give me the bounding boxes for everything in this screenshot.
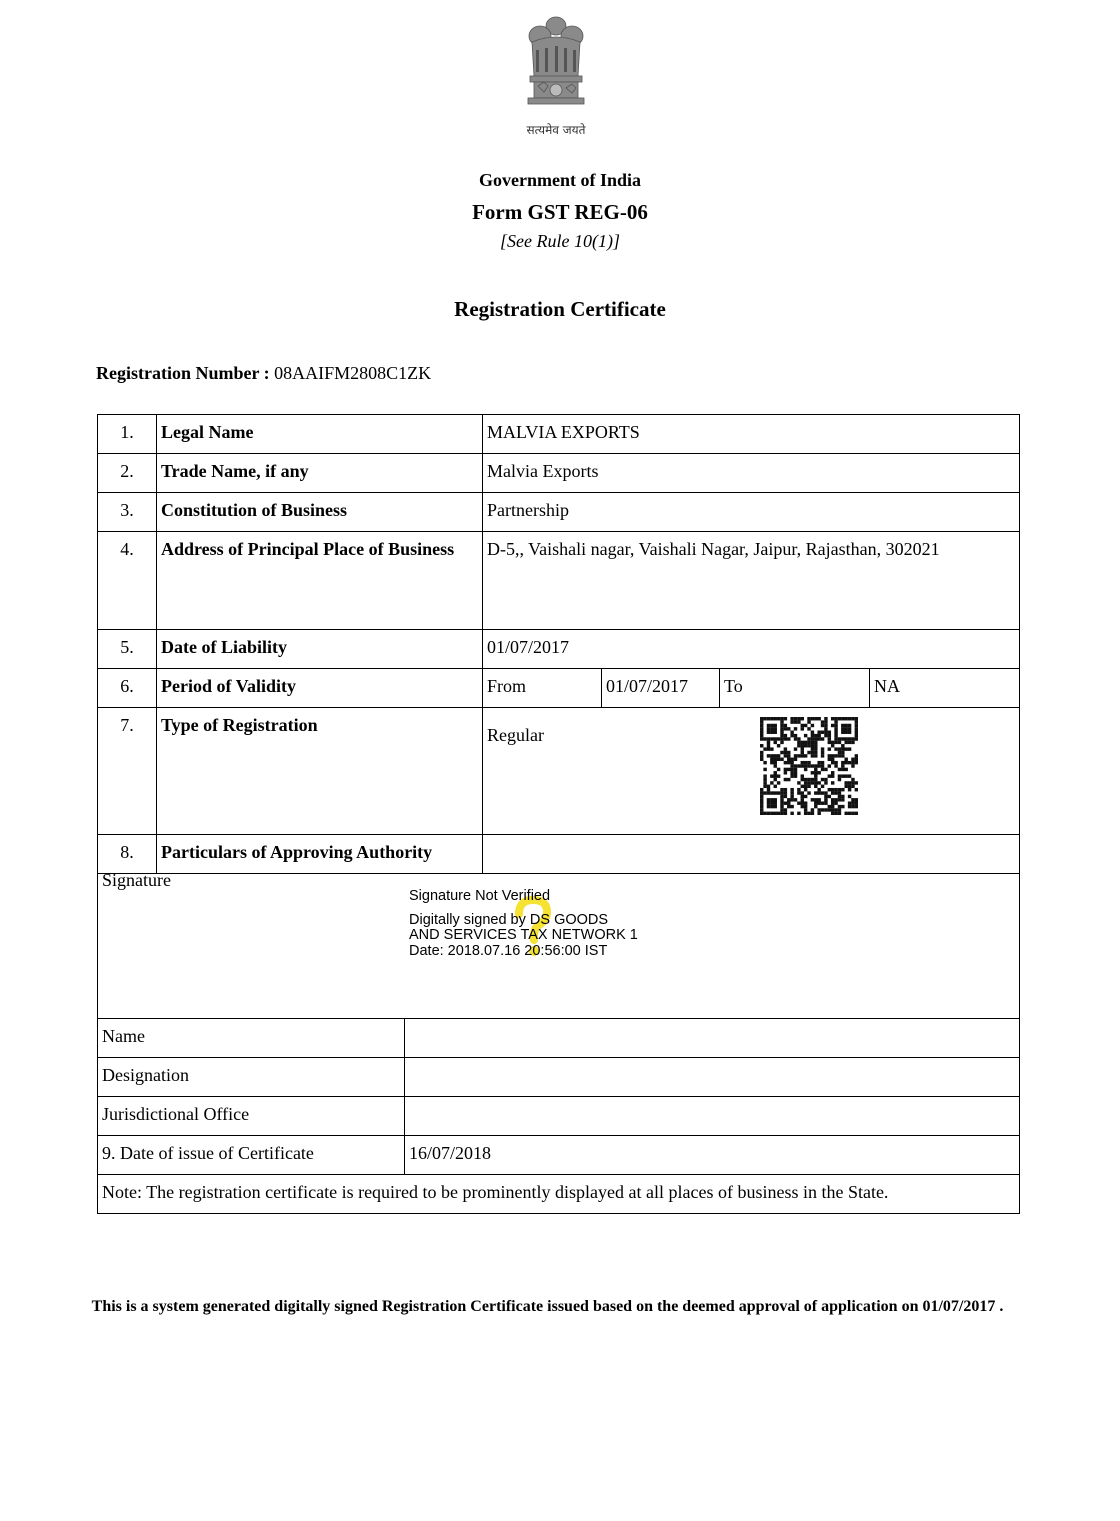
legal-name-value: MALVIA EXPORTS bbox=[483, 415, 1020, 454]
table-row bbox=[98, 493, 1020, 532]
row-number: 2. bbox=[98, 454, 157, 493]
constitution-value: Partnership bbox=[483, 493, 1020, 532]
liability-date-value: 01/07/2017 bbox=[483, 630, 1020, 669]
certificate-title: Registration Certificate bbox=[454, 297, 666, 321]
government-heading: Government of India bbox=[479, 170, 641, 190]
row-number: 5. bbox=[98, 630, 157, 669]
row-label: Trade Name, if any bbox=[157, 454, 483, 493]
row-label: Type of Registration bbox=[157, 708, 483, 835]
row-label: 9. Date of issue of Certificate bbox=[98, 1136, 405, 1175]
table-row bbox=[98, 1097, 1020, 1136]
row-label: Period of Validity bbox=[157, 669, 483, 708]
signature-label: Signature bbox=[98, 863, 1020, 1019]
table-row bbox=[98, 669, 1020, 708]
row-label: Designation bbox=[98, 1058, 405, 1097]
row-number: 4. bbox=[98, 532, 157, 630]
row-value bbox=[405, 1097, 1020, 1136]
signature-signer-line1: Digitally signed by DS GOODS bbox=[409, 911, 609, 928]
form-title: Form GST REG-06 bbox=[472, 200, 648, 224]
row-label: Date of Liability bbox=[157, 630, 483, 669]
row-value bbox=[405, 1058, 1020, 1097]
validity-to-label: To bbox=[720, 669, 870, 708]
table-row bbox=[98, 630, 1020, 669]
registration-type-value: Regular bbox=[483, 708, 1020, 835]
validity-from-value: 01/07/2017 bbox=[602, 669, 720, 708]
digital-signature-block bbox=[409, 889, 638, 959]
table-row bbox=[98, 708, 1020, 835]
validity-from-label: From bbox=[483, 669, 602, 708]
row-label: Name bbox=[98, 1019, 405, 1058]
row-value bbox=[405, 1019, 1020, 1058]
table-row bbox=[98, 1136, 1020, 1175]
issue-date-value: 16/07/2018 bbox=[405, 1136, 1020, 1175]
trade-name-value: Malvia Exports bbox=[483, 454, 1020, 493]
validity-to-value: NA bbox=[870, 669, 1020, 708]
signature-date: Date: 2018.07.16 20:56:00 IST bbox=[409, 942, 608, 959]
row-label: Jurisdictional Office bbox=[98, 1097, 405, 1136]
registration-number-value: 08AAIFM2808C1ZK bbox=[274, 363, 432, 383]
signature-status: Signature Not Verified bbox=[409, 888, 551, 904]
details-table bbox=[97, 414, 1020, 874]
row-number: 7. bbox=[98, 708, 157, 835]
table-row bbox=[98, 532, 1020, 630]
national-emblem-icon bbox=[518, 14, 594, 122]
row-label: Legal Name bbox=[157, 415, 483, 454]
note-text: Note: The registration certificate is required to be prominently displayed at all places of business in the State. bbox=[98, 1175, 1020, 1214]
signature-signer-line2: AND SERVICES TAX NETWORK 1 bbox=[409, 927, 638, 943]
row-label: Particulars of Approving Authority bbox=[157, 835, 483, 874]
registration-number-line bbox=[96, 363, 431, 384]
row-label: Constitution of Business bbox=[157, 493, 483, 532]
address-value: D-5,, Vaishali nagar, Vaishali Nagar, Jaipur, Rajasthan, 302021 bbox=[483, 532, 1020, 630]
row-number: 8. bbox=[98, 835, 157, 874]
footer-note: This is a system generated digitally signed Registration Certificate issued based on the deemed approval of application on 01/07/2017 . bbox=[91, 1298, 1004, 1315]
table-row bbox=[98, 1058, 1020, 1097]
table-row bbox=[98, 454, 1020, 493]
row-label: Address of Principal Place of Business bbox=[157, 532, 483, 630]
qr-code bbox=[760, 717, 858, 815]
table-row bbox=[98, 415, 1020, 454]
row-number: 3. bbox=[98, 493, 157, 532]
rule-reference: [See Rule 10(1)] bbox=[500, 231, 620, 251]
row-number: 6. bbox=[98, 669, 157, 708]
row-number: 1. bbox=[98, 415, 157, 454]
table-row bbox=[98, 1175, 1020, 1214]
emblem-motto: सत्यमेव जयते bbox=[526, 123, 586, 137]
registration-number-label: Registration Number : bbox=[96, 363, 270, 383]
table-row bbox=[98, 1019, 1020, 1058]
